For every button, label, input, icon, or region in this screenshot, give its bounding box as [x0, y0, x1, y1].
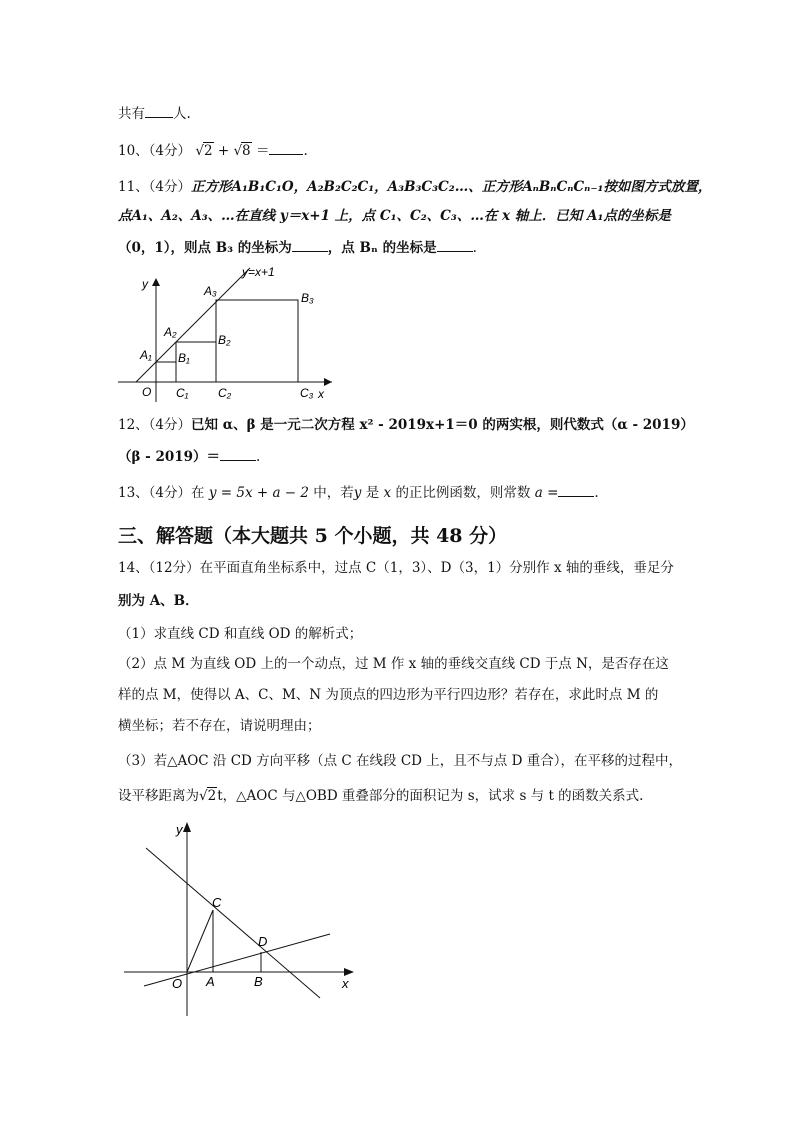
q11-number: 11、（4分） — [118, 179, 192, 195]
q13-text-d: 是 — [365, 485, 380, 501]
q10-radicand-1: 2 — [203, 143, 213, 159]
fig1-y-arrow — [152, 278, 160, 286]
q14-number: 14、（12分） — [118, 560, 200, 576]
fig1-C2-label: C₂ — [218, 386, 232, 400]
fig2-origin-label: O — [172, 976, 183, 991]
q11-blank-1 — [292, 237, 328, 252]
q11-line-2 — [118, 206, 671, 226]
fig1-x-arrow — [324, 378, 332, 386]
q12-text-1: 已知 α、β 是一元二次方程 x² - 2019x+1＝0 的两实根，则代数式（α - 2019） — [191, 417, 694, 433]
q10-radicand-2: 8 — [242, 143, 251, 159]
q13-var-y: y — [353, 485, 362, 501]
q14-part-2-text-a: （2）点 M 为直线 OD 上的一个动点，过 M 作 x 轴的垂线交直线 CD 于点 N，是否存在这 — [118, 656, 669, 672]
fig1-B1-label: B₁ — [178, 351, 190, 365]
q14-part-2-line-2 — [118, 685, 658, 705]
q11-line-3 — [118, 237, 477, 258]
fig1-y-label: y — [142, 277, 148, 291]
q14-radicand: 2 — [207, 788, 217, 804]
figure-coordinate — [120, 818, 360, 1018]
fig1-origin-label: O — [142, 385, 152, 399]
fig1-x-label: x — [318, 387, 324, 401]
q11-blank-2 — [437, 237, 473, 252]
fig1-line-label: y=x+1 — [242, 265, 275, 279]
q11-line-1 — [118, 177, 711, 197]
figure-squares — [118, 264, 348, 404]
q10-plus: + — [217, 143, 230, 159]
q12-line-2 — [118, 446, 260, 467]
q13-number: 13、（4分） — [118, 485, 192, 501]
fig1-A1-label: A₁ — [140, 348, 152, 362]
sqrt-symbol: √ — [199, 788, 208, 804]
q10-end: . — [303, 143, 308, 159]
q14-part-2-text-c: 横坐标；若不存在，请说明理由； — [118, 718, 321, 734]
q14-part-2-line-1 — [118, 654, 669, 674]
q10-blank — [269, 140, 303, 155]
fig2-segment-OC — [187, 910, 213, 972]
fig2-y-label: y — [176, 822, 183, 837]
q13 — [118, 482, 599, 503]
q9-text: 共有 — [118, 106, 145, 122]
q14-part-3-text-post: t，△AOC 与△OBD 重叠部分的面积记为 s，试求 s 与 t 的函数关系式. — [217, 788, 644, 804]
sqrt-symbol: √ — [195, 143, 204, 159]
fig2-B-label: B — [254, 974, 263, 989]
q13-blank — [558, 482, 594, 497]
q11-text-3a: （0，1），则点 B₃ 的坐标为 — [118, 240, 292, 256]
fig1-A2-label: A₂ — [164, 325, 177, 339]
q14-text-1: 在平面直角坐标系中，过点 C（1，3）、D（3，1）分别作 x 轴的垂线，垂足分 — [199, 560, 674, 576]
fig1-C3-label: C₃ — [300, 386, 314, 400]
q13-text-a: 在 — [191, 485, 205, 501]
q14-part-1 — [118, 624, 362, 644]
q11-text-3b: ，点 Bₙ 的坐标是 — [327, 240, 437, 256]
fig1-C1-label: C₁ — [176, 386, 189, 400]
q13-var-x: x — [383, 485, 392, 501]
q13-text-f: 的正比例函数，则常数 — [395, 485, 531, 501]
fig1-B2-label: B₂ — [218, 333, 231, 347]
q11-text-2: 点A₁、A₂、A₃、…在直线 y＝x+1 上，点 C₁、C₂、C₃、…在 x 轴上．已知 A₁点的坐标是 — [118, 208, 671, 224]
section-heading: 三、解答题（本大题共 5 个小题，共 48 分） — [118, 525, 508, 547]
fig1-A3-label: A₃ — [204, 284, 217, 298]
fig1-square-1 — [156, 362, 176, 382]
q9-after: 人. — [173, 106, 191, 122]
fig2-x-label: x — [342, 976, 349, 991]
q13-text-b: 中，若 — [313, 485, 354, 501]
q10 — [118, 140, 308, 161]
q12-number: 12、（4分） — [118, 417, 192, 433]
q14-part-3-text-a: （3）若△AOC 沿 CD 方向平移（点 C 在线段 CD 上，且不与点 D 重合），在平移的过程中， — [118, 753, 682, 769]
sqrt-symbol: √ — [233, 143, 243, 159]
q12-text-2a: （β - 2019）＝ — [118, 449, 221, 465]
fig2-A-label: A — [206, 974, 215, 989]
q11-text-1: 正方形A₁B₁C₁O，A₂B₂C₂C₁，A₃B₃C₃C₂…、正方形AₙBₙCₙCₙ₋₁按如图方式放置， — [191, 179, 712, 195]
q12-blank — [220, 446, 256, 461]
q12-line-1 — [118, 415, 694, 435]
fig1-B3-label: B₃ — [301, 291, 314, 305]
q14-part-2-line-3 — [118, 716, 321, 736]
q11-text-3c: . — [472, 240, 477, 256]
q9-blank — [145, 103, 173, 118]
fig2-y-arrow — [183, 822, 191, 832]
q14-part-3-text-pre: 设平移距离为 — [118, 788, 199, 804]
q14-text-2: 别为 A、B． — [118, 593, 199, 609]
q14-part-1-text: （1）求直线 CD 和直线 OD 的解析式； — [118, 626, 363, 642]
q10-equals: ＝ — [255, 143, 270, 159]
q14-line-1 — [118, 558, 674, 578]
q14-part-3-line-1 — [118, 751, 682, 771]
q12-text-2b: . — [256, 449, 261, 465]
q13-expression: y = 5x + a − 2 — [208, 485, 309, 501]
q14-line-2 — [118, 591, 199, 611]
q9-tail — [118, 103, 191, 124]
fig2-D-label: D — [258, 934, 268, 949]
q13-end: . — [594, 485, 599, 501]
fig2-C-label: C — [212, 895, 222, 910]
q13-a-equals: a = — [534, 485, 559, 501]
q14-part-3-line-2 — [118, 786, 643, 806]
fig2-x-arrow — [344, 968, 354, 976]
q14-part-2-text-b: 样的点 M，使得以 A、C、M、N 为顶点的四边形为平行四边形？若存在，求此时点 M 的 — [118, 687, 659, 703]
q10-number: 10、（4分） — [118, 143, 192, 159]
